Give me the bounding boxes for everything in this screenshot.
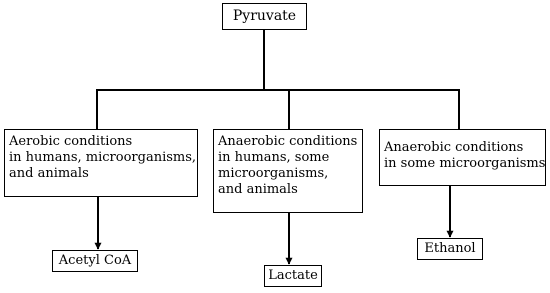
ethanol-box [417, 238, 483, 260]
condition-line: microorganisms, [218, 166, 329, 181]
lactate-box [264, 265, 322, 287]
condition-line: in some microorganisms [384, 156, 546, 171]
aerobic-conditions-box [4, 129, 198, 197]
condition-line: and animals [218, 182, 298, 197]
condition-line: in humans, some [218, 150, 330, 165]
condition-line: and animals [9, 166, 89, 181]
product-label: Lactate [268, 268, 318, 283]
condition-line: Anaerobic conditions [218, 134, 358, 149]
condition-line: Aerobic conditions [9, 134, 133, 149]
anaerobic-humans-conditions-box [213, 129, 363, 213]
acetyl-coa-box [52, 250, 138, 272]
pyruvate-box [222, 3, 307, 30]
product-label: Acetyl CoA [58, 253, 132, 268]
product-label: Ethanol [424, 241, 476, 256]
condition-line: Anaerobic conditions [384, 140, 524, 155]
condition-line: in humans, microorganisms, [9, 150, 197, 165]
anaerobic-microorganisms-conditions-box [379, 129, 546, 186]
pyruvate-label: Pyruvate [232, 8, 297, 24]
